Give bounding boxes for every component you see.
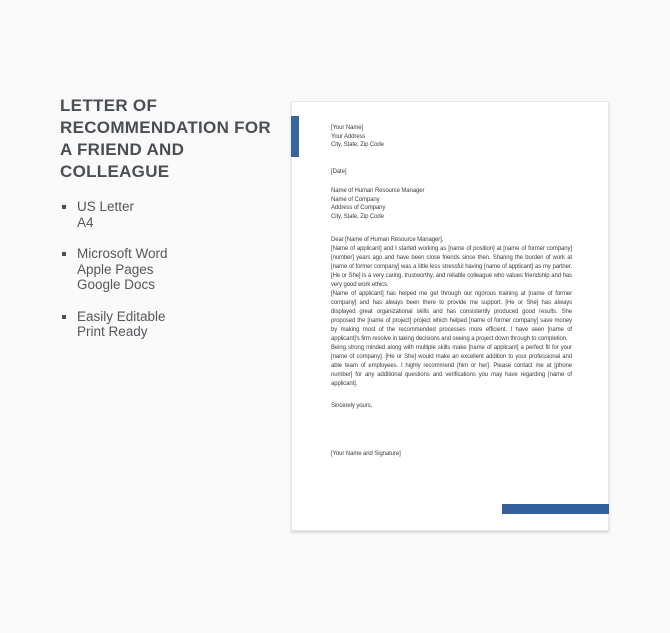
feature-group-sizes — [60, 199, 272, 230]
recipient-address-block — [331, 187, 572, 221]
feature-line: Easily Editable — [77, 308, 166, 324]
accent-bar-bottom — [502, 504, 609, 514]
feature-line: Google Docs — [77, 277, 156, 292]
letter-body — [331, 124, 572, 459]
feature-group-formats — [60, 246, 272, 293]
sender-address-block — [331, 124, 572, 150]
feature-lines — [77, 199, 134, 230]
recipient-city-state-zip: City, State, Zip Code — [331, 213, 384, 220]
feature-lines — [77, 246, 168, 293]
feature-lines — [77, 309, 166, 340]
feature-line: Print Ready — [77, 324, 148, 339]
feature-line: Apple Pages — [77, 261, 154, 277]
accent-bar-top — [291, 116, 299, 157]
bullet-square-icon — [62, 252, 66, 256]
body-paragraph: Being strong minded along with multiple skills make [name of applicant] a perfect fit for your [name of company]. [He or She] would make an excellent addition to your professional and able team of employees. I highly recommend [him or her]. Please contact me at [phone number] for any additional questions and verifications you may have regarding [name of applicant]. — [331, 344, 572, 387]
feature-line: Microsoft Word — [77, 246, 168, 261]
body-paragraph: [Name of applicant] and I started working as [name of position] at [name of former company] [number] years ago and have been close friends since then. Sharing the burden of work at [name of former company] was a little less stressful having [name of applicant] as my partner. [He or She] is a very caring, trustworthy, and reliable colleague who values friendship and has very good work ethics. — [331, 245, 572, 288]
sender-city-state-zip: City, State, Zip Code — [331, 142, 384, 148]
date-line: [Date] — [331, 168, 347, 175]
bullet-square-icon — [62, 205, 66, 209]
salutation-line: Dear [Name of Human Resource Manager], — [331, 237, 444, 243]
closing-line: Sincerely yours, — [331, 402, 373, 409]
recipient-name: Name of Human Resource Manager — [331, 188, 425, 194]
template-info-panel — [60, 95, 272, 356]
feature-line: US Letter — [77, 199, 135, 214]
recipient-company: Name of Company — [331, 196, 380, 203]
body-paragraph: [Name of applicant] has helped me get through our rigorous training at [name of former company] and has always been there to provide me support. [He or She] has always displayed great organizational skills and has consistently produced good results. She proposed the [name of project] project which helped [name of former company] save money by making most of the recommended processes more efficient. I have seen [name of applicant]'s firm resolve in taking decisions and seeing a project down through to completion. — [331, 290, 572, 342]
letter-document-preview — [291, 101, 609, 531]
template-title: LETTER OF RECOMMENDATION FOR A FRIEND AND COLLEAGUE — [60, 96, 271, 181]
feature-group-editing — [60, 309, 272, 340]
recipient-company-address: Address of Company — [331, 205, 386, 211]
signature-line: [Your Name and Signature] — [331, 451, 401, 457]
sender-address: Your Address — [331, 133, 366, 140]
feature-line: A4 — [77, 214, 94, 230]
sender-name: [Your Name] — [331, 125, 364, 131]
bullet-square-icon — [62, 315, 66, 319]
